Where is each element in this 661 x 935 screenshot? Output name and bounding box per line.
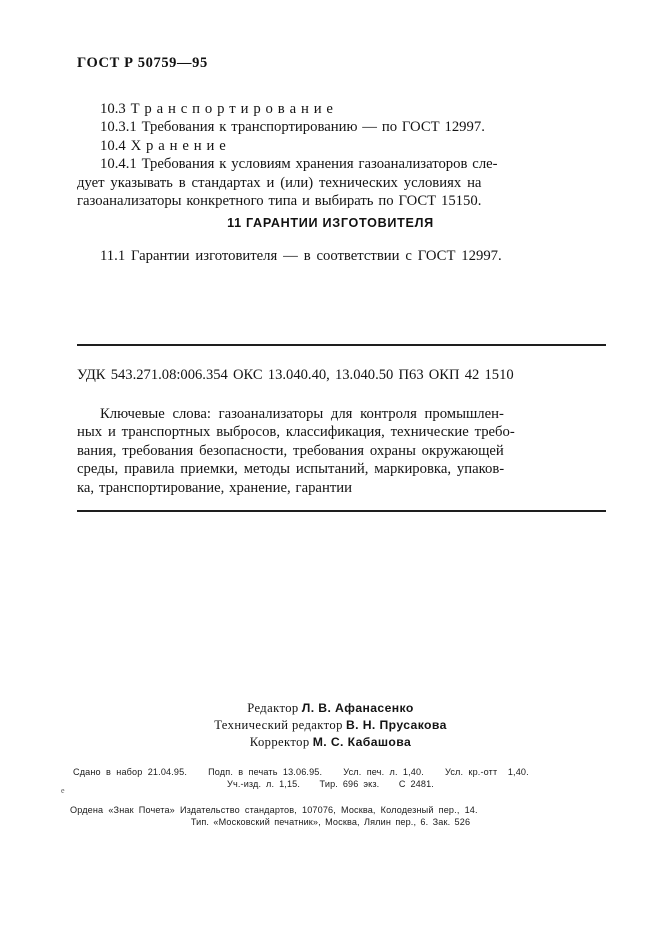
credit-proofreader-name: М. С. Кабашова (312, 735, 412, 749)
credit-technical-editor-role: Технический редактор (214, 718, 343, 732)
section-heading-11: 11 ГАРАНТИИ ИЗГОТОВИТЕЛЯ (227, 216, 434, 230)
imprint-line-print-data: Сдано в набор 21.04.95. Подп. в печать 13.06.95. Усл. печ. л. 1,40. Усл. кр.-отт 1,40. (73, 767, 529, 777)
body-line: дует указывать в стандартах и (или) технических условиях на (77, 174, 482, 191)
imprint-line-publisher: Ордена «Знак Почета» Издательство стандартов, 107076, Москва, Колодезный пер., 14. (70, 805, 478, 815)
imprint-line-printing-house: Тип. «Московский печатник», Москва, Лялин пер., 6. Зак. 526 (190, 817, 471, 827)
credit-editor-role: Редактор (247, 701, 299, 715)
editorial-credits (0, 700, 661, 751)
keywords-line: среды, правила приемки, методы испытаний, маркировка, упаков- (77, 461, 505, 478)
credit-technical-editor (0, 717, 661, 734)
keywords-line: вания, требования безопасности, требования охраны окружающей (77, 442, 504, 459)
keywords-line: ка, транспортирование, хранение, гарантии (77, 479, 352, 496)
keywords-line: ных и транспортных выбросов, классификация, технические требо- (77, 424, 515, 441)
body-line: 10.4.1 Требования к условиям хранения газоанализаторов сле- (100, 156, 498, 173)
credit-editor-name: Л. В. Афанасенко (301, 701, 414, 715)
scan-artifact-mark: е (61, 786, 65, 795)
body-line: газоанализаторы конкретного типа и выбирать по ГОСТ 15150. (77, 193, 482, 210)
body-line: 10.3.1 Требования к транспортированию — по ГОСТ 12997. (100, 119, 485, 136)
keywords-line: Ключевые слова: газоанализаторы для контроля промышлен- (100, 406, 504, 422)
body-line: 10.4 Х р а н е н и е (100, 137, 226, 154)
credit-proofreader-role: Корректор (249, 735, 310, 749)
udc-classification-line: УДК 543.271.08:006.354 ОКС 13.040.40, 13.040.50 П63 ОКП 42 1510 (77, 367, 514, 383)
imprint-line-edition-data: Уч.-изд. л. 1,15. Тир. 696 экз. С 2481. (227, 779, 434, 789)
running-head: ГОСТ Р 50759—95 (77, 55, 208, 71)
credit-technical-editor-name: В. Н. Прусакова (345, 718, 447, 732)
horizontal-rule-top (77, 344, 606, 346)
credit-editor (0, 700, 661, 717)
body-text-block (77, 100, 607, 210)
credit-proofreader (0, 734, 661, 751)
section-11-paragraph: 11.1 Гарантии изготовителя — в соответствии с ГОСТ 12997. (100, 248, 502, 264)
body-line: 10.3 Т р а н с п о р т и р о в а н и е (100, 101, 333, 117)
keywords-block (77, 405, 607, 497)
horizontal-rule-bottom (77, 510, 606, 512)
